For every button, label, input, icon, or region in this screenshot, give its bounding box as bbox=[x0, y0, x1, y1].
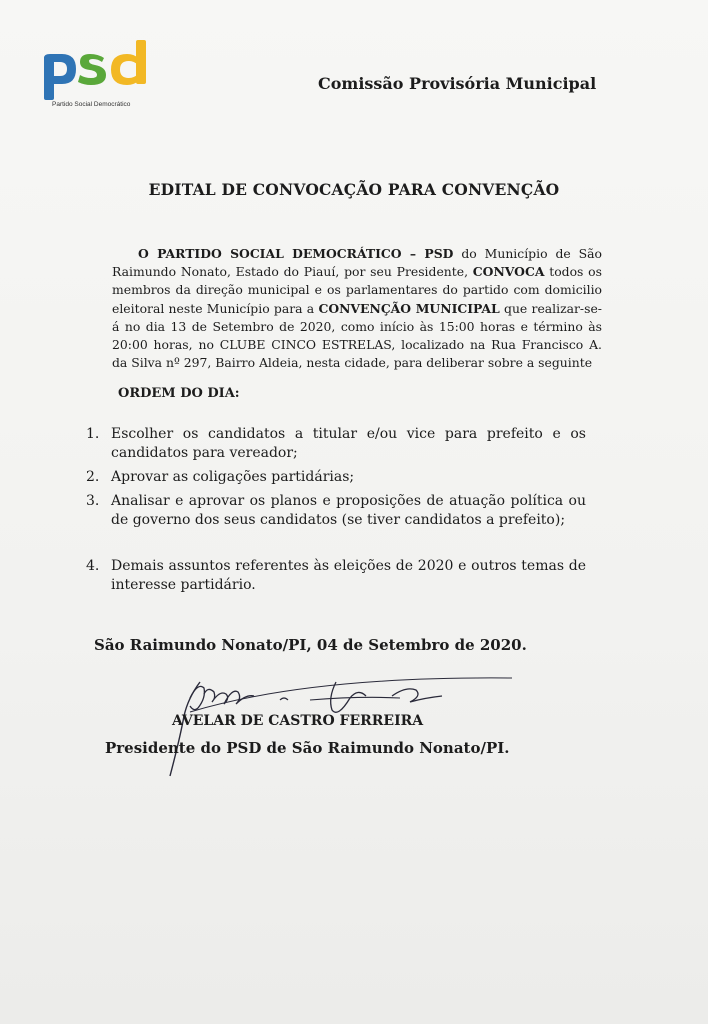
list-item-text: Escolher os candidatos a titular e/ou vice para prefeito e os candidatos para vereador; bbox=[111, 426, 586, 461]
party-name: O PARTIDO SOCIAL DEMOCRÁTICO – PSD bbox=[138, 246, 454, 261]
convocation-paragraph bbox=[112, 245, 602, 372]
list-item-text: Aprovar as coligações partidárias; bbox=[111, 469, 355, 485]
list-item-number: 2. bbox=[86, 469, 100, 485]
list-item-text: Analisar e aprovar os planos e proposições de atuação política ou de governo dos seus candidatos (se tiver candidatos a prefeito); bbox=[111, 493, 586, 528]
paragraph-text-3: que realizar-se-á no dia 13 de Setembro de 2020, como início às 15:00 horas e término às 20:00 horas, no CLUBE CINCO ESTRELAS, localizado na Rua Francisco A. da Silva nº 297, Bairro Aldeia, nesta cidade, para deliberar sobre a seguinte bbox=[112, 300, 602, 371]
place-and-date: São Raimundo Nonato/PI, 04 de Setembro de 2020. bbox=[94, 636, 527, 654]
signatory-name: AVELAR DE CASTRO FERREIRA bbox=[172, 713, 424, 729]
signatory-role: Presidente do PSD de São Raimundo Nonato/PI. bbox=[105, 739, 510, 757]
order-of-day-title: ORDEM DO DIA: bbox=[118, 386, 240, 401]
order-of-day-list bbox=[86, 425, 586, 600]
list-item bbox=[86, 425, 586, 463]
document-title: EDITAL DE CONVOCAÇÃO PARA CONVENÇÃO bbox=[148, 180, 560, 199]
list-item bbox=[86, 468, 586, 488]
list-item bbox=[86, 492, 586, 550]
paragraph-text-1: do Município de São Raimundo Nonato, Estado do Piauí, por seu Presidente, bbox=[112, 246, 602, 280]
list-item-text: Demais assuntos referentes às eleições de 2020 e outros temas de interesse partidário. bbox=[111, 558, 586, 593]
commission-heading: Comissão Provisória Municipal bbox=[318, 74, 597, 93]
logo-subtitle: Partido Social Democrático bbox=[52, 101, 131, 108]
paragraph-text-2: todos os membros da direção municipal e os parlamentares do partido com domicilio eleitoral neste Município para a bbox=[112, 264, 603, 316]
list-item-number: 3. bbox=[86, 493, 100, 509]
convencao-municipal: CONVENÇÃO MUNICIPAL bbox=[318, 300, 500, 316]
list-item-number: 1. bbox=[86, 426, 100, 442]
list-item-number: 4. bbox=[86, 558, 100, 574]
convoca-word: CONVOCA bbox=[472, 264, 545, 280]
list-item bbox=[86, 557, 586, 595]
